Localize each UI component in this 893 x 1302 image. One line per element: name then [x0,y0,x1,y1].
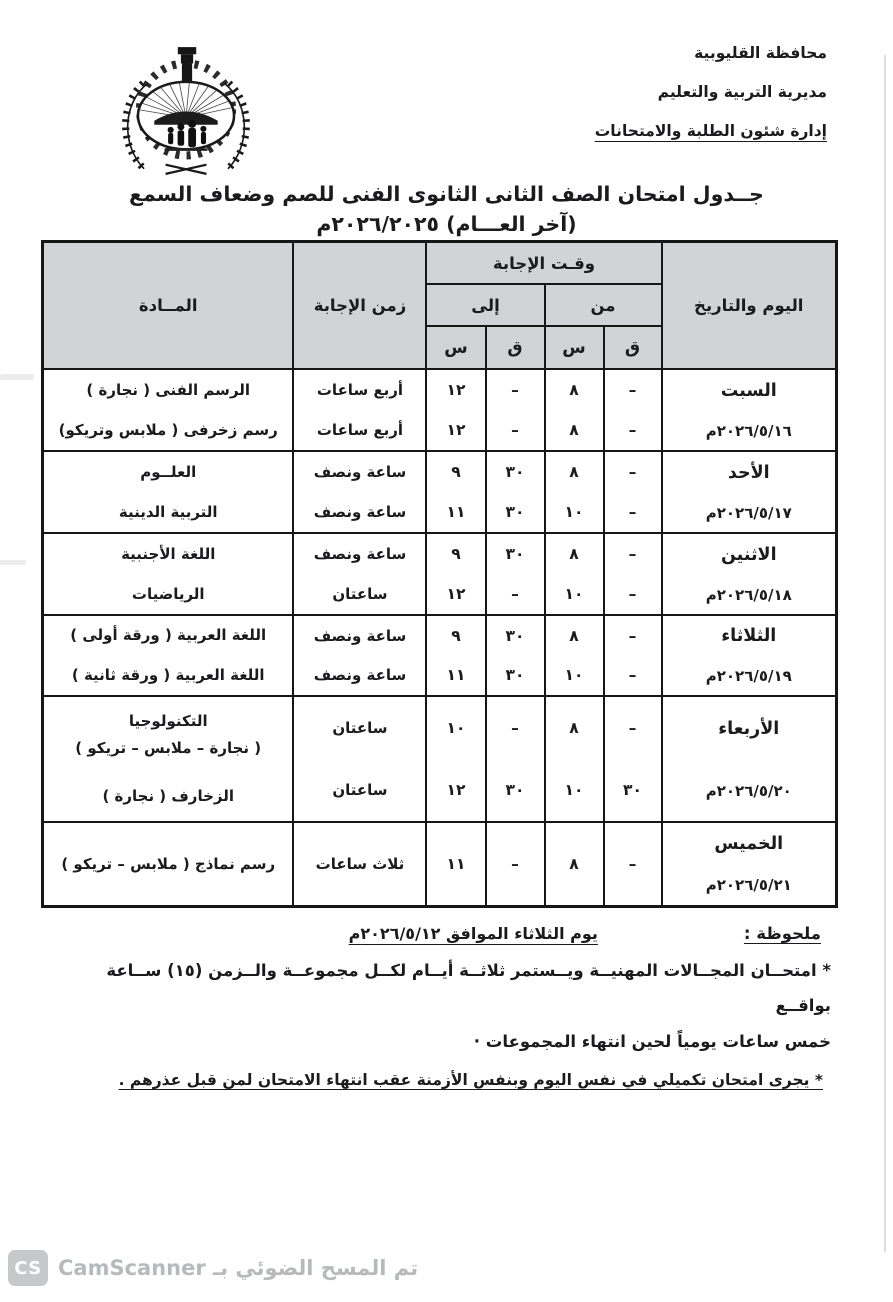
to-minutes-cell: ٣٠ ٣٠ [486,451,545,533]
note-date-line: يوم الثلاثاء الموافق ٢٠٢٦/٥/١٢م [348,924,598,943]
duration-cell: ساعة ونصف ساعة ونصف [293,451,426,533]
header-from-minutes: ق [604,326,662,369]
header-from-hours: س [545,326,604,369]
day-name: الاثنين [720,544,777,565]
subject-cell: رسم نماذج ( ملابس – تريكو ) [42,822,293,907]
table-row-sunday [42,451,836,533]
table-row-saturday [42,369,836,451]
governorate-line: محافظة القليوبية [694,44,827,62]
to-minutes-cell: – – [486,369,545,451]
education-ministry-emblem-logo [108,42,264,180]
day-name: الخميس [714,834,784,854]
from-hours-cell: ٨ ١٠ [545,615,604,696]
note-makeup-exam: * يجرى امتحان تكميلي في نفس اليوم وبنفس الأزمنة عقب انتهاء الامتحان لمن قبل عذرهم . [118,1071,823,1090]
subject-cell: اللغة العربية ( ورقة أولى ) اللغة العربية ( ورقة ثانية ) [42,615,293,696]
to-minutes-cell: ٣٠ ٣٠ [486,615,545,696]
day-date: ٢٠٢٦/٥/١٩م [705,666,792,685]
table-row-tuesday [42,615,836,696]
header-from: من [545,284,662,326]
to-hours-cell: ٩ ١١ [426,451,485,533]
letterhead [595,44,827,161]
from-hours-cell: ٨ ١٠ [545,696,604,822]
from-hours-cell: ٨ [545,822,604,907]
day-date: ٢٠٢٦/٥/٢١م [705,876,792,894]
to-minutes-cell: – [486,822,545,907]
duration-cell: ساعة ونصف ساعة ونصف [293,615,426,696]
from-minutes-cell: – – [604,451,662,533]
day-name: السبت [720,380,777,401]
subject-cell: التكنولوجيا ( نجارة – ملابس – تريكو ) الزخارف ( نجارة ) [42,696,293,822]
header-to: إلى [426,284,544,326]
from-minutes-cell: – [604,822,662,907]
to-minutes-cell: – ٣٠ [486,696,545,822]
exam-schedule-table [41,240,838,908]
day-name: الأربعاء [718,718,780,739]
from-hours-cell: ٨ ٨ [545,369,604,451]
subject-two-lines: التكنولوجيا ( نجارة – ملابس – تريكو ) [75,711,262,757]
header-answer-time: وقـت الإجابة [426,242,661,285]
table-row-thursday [42,822,836,907]
day-date: ٢٠٢٦/٥/٢٠م [705,781,792,800]
day-date: ٢٠٢٦/٥/١٧م [705,503,792,522]
camscanner-watermark [8,1250,418,1286]
scan-smudge [0,374,34,380]
camscanner-badge-icon: CS [8,1250,48,1286]
day-date-cell [662,451,837,533]
day-date: ٢٠٢٦/٥/١٨م [705,585,792,604]
directorate-line: مديرية التربية والتعليم [657,83,827,101]
day-date-cell [662,696,837,822]
day-date: ٢٠٢٦/٥/١٦م [705,421,792,440]
duration-cell: ثلاث ساعات [293,822,426,907]
from-minutes-cell: – – [604,615,662,696]
to-hours-cell: ١٠ ١٢ [426,696,485,822]
duration-cell: ساعة ونصف ساعتان [293,533,426,615]
table-row-wednesday [42,696,836,822]
to-minutes-cell: ٣٠ – [486,533,545,615]
from-hours-cell: ٨ ١٠ [545,533,604,615]
header-duration: زمن الإجابة [293,242,426,370]
document-title [0,180,893,239]
subject-cell: الرسم الفنى ( نجارة ) رسم زخرفى ( ملابس وتريكو) [42,369,293,451]
header-to-minutes: ق [486,326,545,369]
day-date-cell [662,533,837,615]
note-label: ملحوظة : [743,924,821,943]
from-hours-cell: ٨ ١٠ [545,451,604,533]
table-row-monday [42,533,836,615]
day-date-cell [662,822,837,907]
notes-section [0,924,893,1089]
title-line-1: جــدول امتحان الصف الثانى الثانوى الفنى للصم وضعاف السمع [129,182,764,206]
subject-cell: العلــوم التربية الدينية [42,451,293,533]
header-day-date: اليوم والتاريخ [662,242,837,370]
header-subject: المــادة [42,242,293,370]
paper-edge-line [884,55,886,1252]
from-minutes-cell: – – [604,369,662,451]
day-name: الأحد [727,462,770,483]
from-minutes-cell: – – [604,533,662,615]
title-line-2: (آخر العـــام) ٢٠٢٦/٢٠٢٥م [316,211,577,236]
camscanner-text: تم المسح الضوئي بـ CamScanner [58,1256,419,1280]
administration-line: إدارة شئون الطلبة والامتحانات [594,122,827,140]
to-hours-cell: ٩ ١٢ [426,533,485,615]
duration-cell: ساعتان ساعتان [293,696,426,822]
to-hours-cell: ١١ [426,822,485,907]
header-to-hours: س [426,326,485,369]
to-hours-cell: ٩ ١١ [426,615,485,696]
duration-cell: أربع ساعات أربع ساعات [293,369,426,451]
note-vocational-exams: * امتحــان المجــالات المهنيــة ويــستمر ثلاثــة أيــام لكــل مجموعــة والــزمن (١٥) ســاعة بواقــع خمس ساعات يومياً لحين انتهاء المجموعات · [106,961,831,1051]
day-name: الثلاثاء [721,626,777,647]
scan-smudge [0,560,26,565]
day-date-cell [662,615,837,696]
to-hours-cell: ١٢ ١٢ [426,369,485,451]
from-minutes-cell: – ٣٠ [604,696,662,822]
day-date-cell [662,369,837,451]
subject-cell: اللغة الأجنبية الرياضيات [42,533,293,615]
